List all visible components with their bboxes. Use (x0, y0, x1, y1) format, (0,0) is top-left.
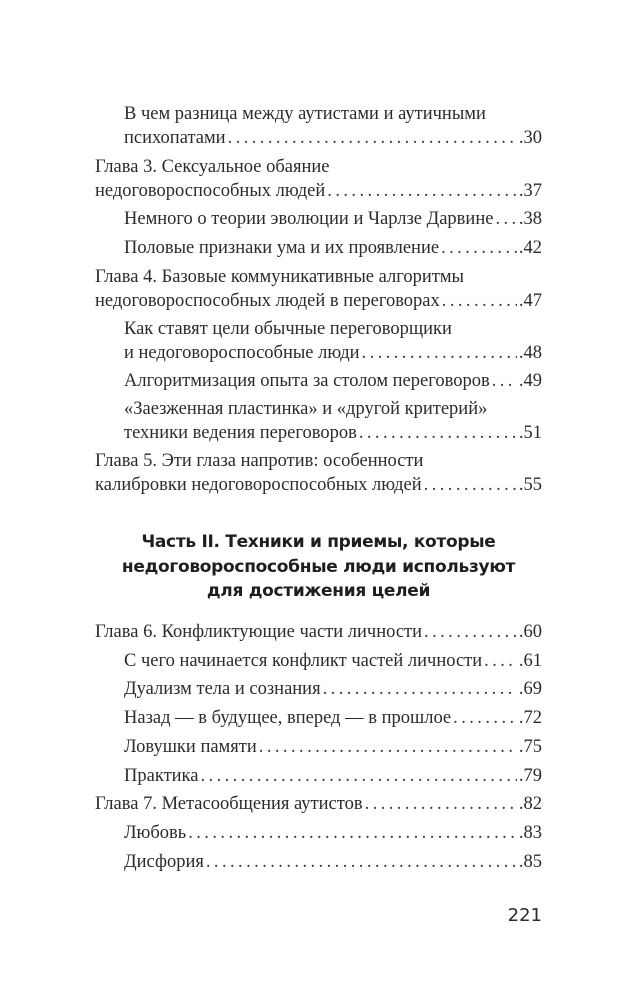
toc-entry-page: .42 (518, 238, 542, 258)
toc-entry-page: .75 (518, 737, 542, 757)
toc-entry-title: С чего начинается конфликт частей личности (124, 651, 483, 671)
toc-entry-practice[interactable] (124, 764, 542, 788)
toc-entry-title: Дуализм тела и сознания (124, 679, 321, 699)
dot-leader (200, 764, 516, 788)
dot-leader (495, 207, 516, 231)
toc-entry-page: .72 (518, 708, 542, 728)
toc-entry-chapter-6[interactable] (95, 620, 542, 644)
dot-leader (228, 126, 517, 150)
toc-entry-autists-vs-psychopaths[interactable] (124, 102, 542, 150)
dot-leader (327, 179, 517, 203)
toc-entry-chapter-5[interactable] (95, 449, 542, 497)
toc-entry-title: и недоговороспособные люди (124, 343, 360, 363)
toc-entry-title: Глава 3. Сексуальное обаяние (95, 157, 330, 177)
page-number: 221 (507, 905, 542, 926)
toc-entry-title: Любовь (124, 823, 187, 843)
toc-entry-chapter-7[interactable] (95, 792, 542, 816)
toc-entry-page: .49 (518, 371, 542, 391)
toc-entry-title: Глава 7. Метасообщения аутистов (95, 794, 363, 814)
toc-entry-title: недоговороспособных людей (95, 181, 326, 201)
toc-entry-back-to-future[interactable] (124, 706, 542, 730)
dot-leader (206, 850, 517, 874)
toc-entry-chapter-3[interactable] (95, 155, 542, 203)
toc-entry-title: Практика (124, 766, 199, 786)
toc-entry-title: В чем разница между аутистами и аутичными (124, 104, 486, 124)
toc-entry-page: .82 (518, 794, 542, 814)
toc-entry-chapter-4[interactable] (95, 265, 542, 313)
toc-entry-broken-record[interactable] (124, 397, 542, 445)
toc-entry-algorithmization[interactable] (124, 369, 542, 393)
toc-entry-page: .48 (518, 343, 542, 363)
dot-leader (424, 620, 517, 644)
part-heading-line: для достижения целей (206, 581, 431, 601)
toc-entry-page: .38 (518, 209, 542, 229)
dot-leader (424, 473, 517, 497)
toc-entry-darwin[interactable] (124, 207, 542, 231)
dot-leader (453, 706, 517, 730)
toc-entry-page: .85 (518, 852, 542, 872)
dot-leader (442, 289, 517, 313)
toc-entry-page: .37 (518, 181, 542, 201)
toc-entry-title: Как ставят цели обычные переговорщики (124, 319, 452, 339)
toc-entry-conflict-start[interactable] (124, 649, 542, 673)
part-heading-line: недоговороспособные люди используют (121, 556, 516, 577)
toc-entry-title: Глава 4. Базовые коммуникативные алгоритмы (95, 267, 464, 287)
dot-leader (188, 821, 517, 845)
dot-leader (492, 369, 517, 393)
toc-entry-title: калибровки недоговороспособных людей (95, 475, 422, 495)
toc-entry-page: .79 (518, 766, 542, 786)
toc-entry-love[interactable] (124, 821, 542, 845)
toc-entry-sexual-signs[interactable] (124, 236, 542, 260)
toc-entry-page: .83 (518, 823, 542, 843)
toc-entry-title: «Заезженная пластинка» и «другой критерий» (124, 399, 488, 419)
toc-entry-title: Алгоритмизация опыта за столом переговоров (124, 371, 490, 391)
dot-leader (441, 236, 517, 260)
dot-leader (359, 421, 517, 445)
dot-leader (259, 735, 517, 759)
toc-entry-page: .47 (518, 291, 542, 311)
toc-entry-title: недоговороспособных людей в переговорах (95, 291, 440, 311)
toc-entry-page: .60 (518, 622, 542, 642)
toc-entry-goal-setting[interactable] (124, 317, 542, 365)
toc-entry-title: Глава 6. Конфликтующие части личности (95, 622, 423, 642)
toc-entry-page: .30 (518, 128, 542, 148)
toc-entry-memory-traps[interactable] (124, 735, 542, 759)
toc-entry-title: психопатами (124, 128, 226, 148)
part-heading-line: Часть II. Техники и приемы, которые (141, 532, 496, 552)
toc-entry-title: Половые признаки ума и их проявление (124, 238, 440, 258)
toc-entry-title: Дисфория (124, 852, 204, 872)
toc-entry-dysphoria[interactable] (124, 850, 542, 874)
toc-entry-title: техники ведения переговоров (124, 423, 357, 443)
toc-entry-title: Ловушки памяти (124, 737, 257, 757)
toc-entry-title: Назад — в будущее, вперед — в прошлое (124, 708, 452, 728)
toc-entry-page: .61 (518, 651, 542, 671)
toc-entry-page: .51 (518, 423, 542, 443)
book-page (95, 0, 542, 1001)
toc-entry-page: .55 (518, 475, 542, 495)
toc-entry-title: Немного о теории эволюции и Чарлзе Дарвине (124, 209, 494, 229)
dot-leader (365, 792, 517, 816)
dot-leader (323, 677, 517, 701)
part-heading[interactable] (95, 530, 542, 604)
dot-leader (484, 649, 517, 673)
dot-leader (362, 341, 517, 365)
toc-entry-page: .69 (518, 679, 542, 699)
toc-entry-title: Глава 5. Эти глаза напротив: особенности (95, 451, 424, 471)
toc-entry-dualism[interactable] (124, 677, 542, 701)
